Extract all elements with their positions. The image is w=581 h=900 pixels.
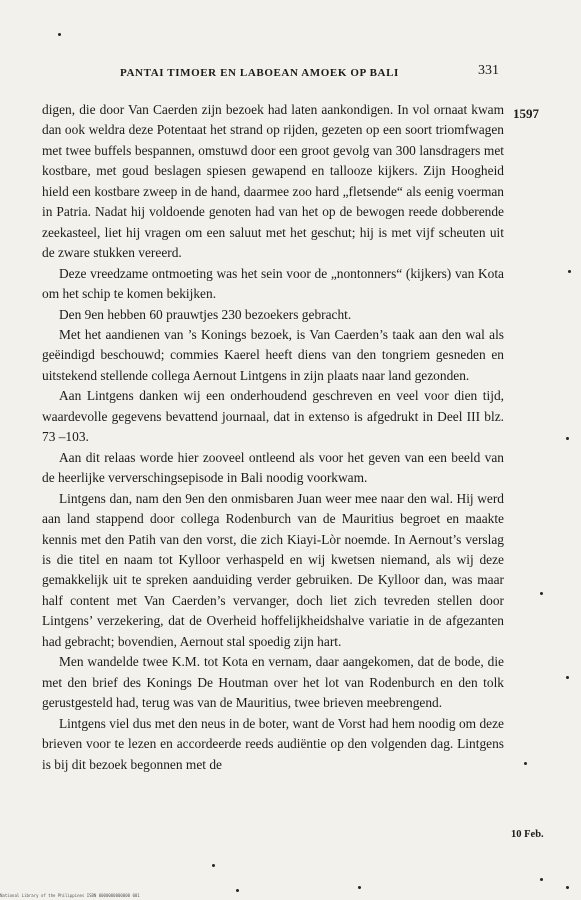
scan-speck — [566, 437, 569, 440]
paragraph: Aan dit relaas worde hier zooveel ontleend als voor het geven van een beeld van de heerlijke ververschingsepisode in Bali noodig voorkwam. — [42, 449, 504, 486]
running-title: PANTAI TIMOER EN LABOEAN AMOEK OP BALI — [120, 67, 399, 79]
margin-note-year: 1597 — [513, 106, 539, 121]
body-text — [42, 100, 504, 775]
scan-speck — [566, 676, 569, 679]
scan-speck — [524, 762, 527, 765]
scan-speck — [58, 33, 61, 36]
scan-speck — [236, 889, 239, 892]
paragraph: Met het aandienen van ’s Konings bezoek, is Van Caerden’s taak aan den wal als geëindigd beschouwd; commies Kaerel heeft diens van den tongriem gesneden en uitstekend stellende collega Aernout Lintgens in zijn plaats naar land gezonden. — [42, 326, 504, 383]
paragraph: digen, die door Van Caerden zijn bezoek had laten aankondigen. In vol ornaat kwam dan ook weldra deze Potentaat het strand op rijden, gezeten op een soort triomfwagen met twee buffels bespannen, omstuwd door een groot gevolg van 300 lansdragers met kostbare, met goud beslagen spiesen gewapend en tallooze kijkers. Zijn Hoogheid hield een kostbare zweep in de hand, daarmee zoo hard „fletsende“ als eenig voerman in Patria. Nadat hij voldoende genoten had van het op de bewogen reede dobberende zeekasteel, liet hij vragen om een saluut met het geschut; hij is met vijf scheuten uit de zware stukken vereerd. — [42, 102, 504, 261]
paragraph: Lintgens dan, nam den 9en den onmisbaren Juan weer mee naar den wal. Hij werd aan land stappend door collega Rodenburch van de Mauritius begroet en maakte kennis met den Patih van den vorst, die zich Kiayi-Lòr noemde. In Aernout’s verslag is die titel en naam tot Kylloor verhaspeld en wij kwetsen niemand, als wij deze gemakkelijk uit te spreken aanduiding verder gebruiken. De Kylloor dan, was maar half content met Van Caerden’s vervanger, doch liet zich tevreden stellen door Lintgens’ verzekering, dat de Overheid hoffelijkheidshalve variatie in de afgezanten had gebracht; bovendien, Aernout stal spoedig zijn hart. — [42, 490, 504, 649]
page-number: 331 — [478, 63, 499, 78]
scan-speck — [540, 878, 543, 881]
paragraph: Deze vreedzame ontmoeting was het sein voor de „nontonners“ (kijkers) van Kota om het schip te komen bekijken. — [42, 265, 504, 302]
scan-speck — [568, 270, 571, 273]
scan-speck — [566, 886, 569, 889]
paragraph: Men wandelde twee K.M. tot Kota en vernam, daar aangekomen, dat de bode, die met den brief des Konings De Houtman over het lot van Rodenburch en den tolk gerustgesteld had, terug was van de Mauritius, twee brieven meebrengend. — [42, 654, 504, 711]
paragraph: Aan Lintgens danken wij een onderhoudend geschreven en veel voor dien tijd, waardevolle gegevens bevattend journaal, dat in extenso is afgedrukt in Deel III blz. 73 –103. — [42, 388, 504, 445]
scan-credit: National Library of the Philippines ISBN 0000000000000 001 — [0, 893, 140, 898]
scan-speck — [540, 592, 543, 595]
paragraph: Den 9en hebben 60 prauwtjes 230 bezoekers gebracht. — [59, 306, 352, 322]
margin-note-date: 10 Feb. — [511, 829, 544, 840]
scan-speck — [358, 886, 361, 889]
paragraph: Lintgens viel dus met den neus in de boter, want de Vorst had hem noodig om deze brieven voor te lezen en accordeerde reeds audiëntie op den volgenden dag. Lintgens is bij dit bezoek begonnen met de — [42, 715, 504, 772]
scan-speck — [212, 864, 215, 867]
